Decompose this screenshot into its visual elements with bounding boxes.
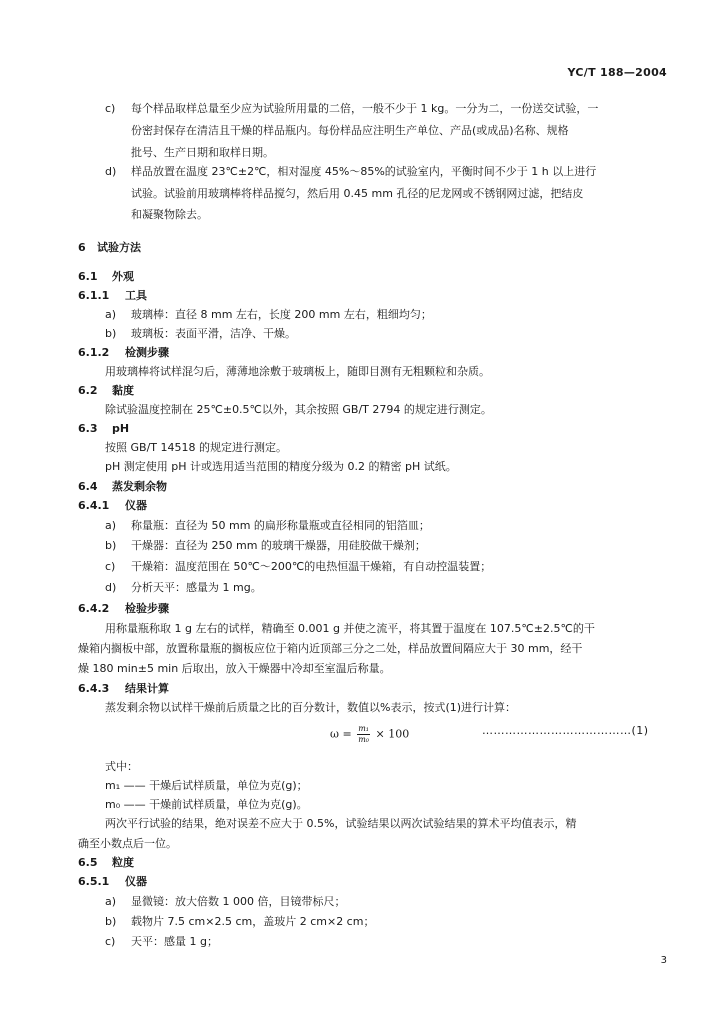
item-6-5-1-c-text: 天平：感量 1 g；	[131, 935, 218, 948]
standard-number: YC/T 188—2004	[567, 66, 667, 79]
section-6-2-number: 6.2	[78, 384, 98, 397]
item-6-5-1-a-label: a)	[105, 895, 117, 908]
section-6-1-2-text: 用玻璃棒将试样混匀后，薄薄地涂敷于玻璃板上，随即目测有无粗颗粒和杂质。	[105, 365, 490, 378]
item-d-label: d)	[105, 165, 117, 178]
section-6-4-1-title: 仪器	[125, 499, 147, 512]
formula-numerator: m₁	[358, 724, 369, 733]
formula-fraction	[357, 724, 370, 745]
item-6-4-1-c-text: 干燥箱：温度范围在 50℃～200℃的电热恒温干燥箱，有自动控温装置；	[131, 560, 492, 573]
item-6-5-1-b-text: 载物片 7.5 cm×2.5 cm，盖玻片 2 cm×2 cm；	[131, 915, 375, 928]
item-c-label: c)	[105, 102, 116, 115]
item-6-4-1-b-text: 干燥器：直径为 250 mm 的玻璃干燥器，用硅胶做干燥剂；	[131, 539, 426, 552]
item-6-5-1-c-label: c)	[105, 935, 116, 948]
section-6-5-1-number: 6.5.1	[78, 875, 110, 888]
item-6-4-1-b-label: b)	[105, 539, 117, 552]
item-6-1-1-a-label: a)	[105, 308, 117, 321]
formula-where: 式中：	[105, 760, 138, 773]
item-d-line3: 和凝聚物除去。	[131, 208, 208, 221]
section-6-1-title: 外观	[112, 270, 134, 283]
section-6-1-1-title: 工具	[125, 289, 147, 302]
section-6-3-text2: pH 测定使用 pH 计或选用适当范围的精度分级为 0.2 的精密 pH 试纸。	[105, 460, 457, 473]
item-6-5-1-a-text: 显微镜：放大倍数 1 000 倍，目镜带标尺；	[131, 895, 346, 908]
section-6-4-2-title: 检验步骤	[125, 602, 169, 615]
section-6-5-number: 6.5	[78, 856, 98, 869]
section-6-4-2-line1: 用称量瓶称取 1 g 左右的试样，精确至 0.001 g 并使之流平，将其置于温度在 107.5℃±2.5℃的干	[105, 622, 595, 635]
item-6-5-1-b-label: b)	[105, 915, 117, 928]
section-6-3-number: 6.3	[78, 422, 98, 435]
section-6-4-1-number: 6.4.1	[78, 499, 110, 512]
page-number: 3	[660, 955, 667, 966]
formula-rhs: × 100	[375, 727, 410, 741]
item-c-line2: 份密封保存在清洁且干燥的样品瓶内。每份样品应注明生产单位、产品(或成品)名称、规格	[131, 124, 569, 137]
section-6-5-1-title: 仪器	[125, 875, 147, 888]
formula-lhs: ω =	[330, 727, 352, 741]
item-c-line1: 每个样品取样总量至少应为试验所用量的二倍，一般不少于 1 kg。一分为二，一份送交试验，一	[131, 102, 599, 115]
section-6-2-title: 黏度	[112, 384, 134, 397]
section-6-number: 6	[78, 241, 86, 254]
section-6-4-number: 6.4	[78, 480, 98, 493]
item-6-1-1-b-text: 玻璃板：表面平滑，洁净、干燥。	[131, 327, 296, 340]
section-6-4-3-number: 6.4.3	[78, 682, 110, 695]
section-6-5-title: 粒度	[112, 856, 134, 869]
item-6-1-1-a-text: 玻璃棒：直径 8 mm 左右，长度 200 mm 左右，粗细均匀；	[131, 308, 432, 321]
section-6-1-2-number: 6.1.2	[78, 346, 110, 359]
section-6-2-text: 除试验温度控制在 25℃±0.5℃以外，其余按照 GB/T 2794 的规定进行测定。	[105, 403, 492, 416]
section-6-4-2-line3: 燥 180 min±5 min 后取出，放入干燥器中冷却至室温后称量。	[78, 662, 391, 675]
item-d-line1: 样品放置在温度 23℃±2℃，相对湿度 45%～85%的试验室内，平衡时间不少于 1 h 以上进行	[131, 165, 597, 178]
formula-denominator: m₀	[358, 735, 369, 744]
section-6-1-number: 6.1	[78, 270, 98, 283]
section-6-4-2-number: 6.4.2	[78, 602, 110, 615]
section-6-4-2-line2: 燥箱内搁板中部，放置称量瓶的搁板应位于箱内近顶部三分之二处，样品放置间隔应大于 30 mm，经干	[78, 642, 583, 655]
item-6-4-1-a-label: a)	[105, 519, 117, 532]
section-6-4-3-title: 结果计算	[125, 682, 169, 695]
item-6-1-1-b-label: b)	[105, 327, 117, 340]
item-c-line3: 批号、生产日期和取样日期。	[131, 146, 274, 159]
formula	[330, 724, 409, 745]
section-6-1-2-title: 检测步骤	[125, 346, 169, 359]
item-6-4-1-d-label: d)	[105, 581, 117, 594]
section-6-4-3-text: 蒸发剩余物以试样干燥前后质量之比的百分数计，数值以%表示，按式(1)进行计算：	[105, 701, 517, 714]
item-6-4-1-d-text: 分析天平：感量为 1 mg。	[131, 581, 262, 594]
item-6-4-1-c-label: c)	[105, 560, 116, 573]
item-d-line2: 试验。试验前用玻璃棒将样品搅匀，然后用 0.45 mm 孔径的尼龙网或不锈钢网过滤，把结皮	[131, 187, 584, 200]
section-6-3-text1: 按照 GB/T 14518 的规定进行测定。	[105, 441, 287, 454]
section-6-4-3-note-line1: 两次平行试验的结果，绝对误差不应大于 0.5%，试验结果以两次试验结果的算术平均值表示，精	[105, 817, 577, 830]
item-6-4-1-a-text: 称量瓶：直径为 50 mm 的扁形称量瓶或直径相同的铝箔皿；	[131, 519, 430, 532]
section-6-title: 试验方法	[97, 241, 141, 254]
m1-definition: m₁ —— 干燥后试样质量，单位为克(g)；	[105, 779, 308, 792]
section-6-4-title: 蒸发剩余物	[112, 480, 167, 493]
section-6-1-1-number: 6.1.1	[78, 289, 110, 302]
m0-definition: m₀ —— 干燥前试样质量，单位为克(g)。	[105, 798, 308, 811]
section-6-4-3-note-line2: 确至小数点后一位。	[78, 837, 177, 850]
section-6-3-title: pH	[112, 422, 130, 435]
formula-tag: …………………………………(1)	[482, 724, 649, 737]
